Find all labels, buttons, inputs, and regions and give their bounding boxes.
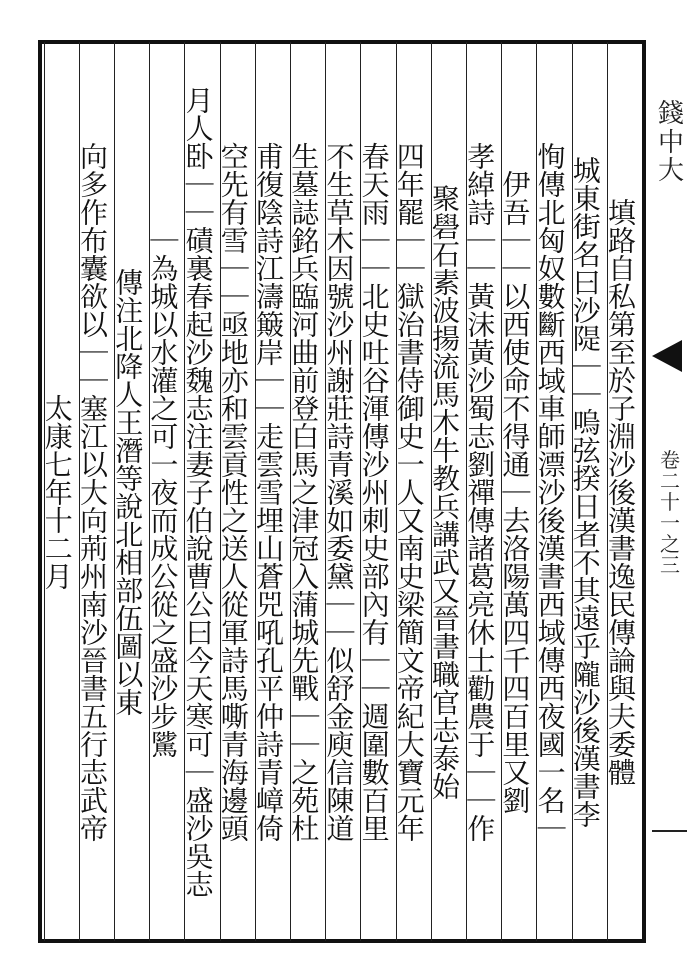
text-column: 伊吾｜｜以西使命不得通｜去洛陽萬四千四百里又劉 <box>498 170 532 814</box>
text-column: 空先有雪｜｜亟地亦和雲貢性之送人從軍詩馬嘶青海邊頭 <box>216 142 250 842</box>
column-divider <box>466 42 467 941</box>
text-column: 甫復陰詩江濤簸岸｜｜走雲雪埋山蒼兕吼孔平仲詩青嶂倚 <box>251 142 285 842</box>
column-divider <box>325 42 326 941</box>
column-divider <box>360 42 361 941</box>
column-divider <box>572 42 573 941</box>
text-column: 不生草木因號沙州謝莊詩青溪如委黛｜｜似舒金庾信陳道 <box>322 142 356 842</box>
column-divider <box>44 42 45 941</box>
volume-label: 卷二十一之三 <box>660 448 680 577</box>
text-column: ｜為城以水灌之可一夜而成公從之盛沙步騭 <box>146 226 180 758</box>
book-title-fragment: 錢中大 <box>657 99 684 187</box>
column-divider <box>184 42 185 941</box>
text-column: 太康七年十二月 <box>40 394 74 590</box>
text-column: 生墓誌銘兵臨河曲前登白馬之津冠入蒲城先戰｜｜之苑杜 <box>287 142 321 842</box>
column-divider <box>79 42 80 941</box>
text-column: 月人卧｜｜磧裏春起沙魏志注妻子伯說曹公曰今天寒可｜盛沙吳志 <box>181 86 215 898</box>
column-divider <box>396 42 397 941</box>
fishtail-mark <box>652 340 682 372</box>
text-column: 填路自私第至於子淵沙後漢書逸民傳論與夫委體 <box>603 198 637 786</box>
column-divider <box>536 42 537 941</box>
column-divider <box>114 42 115 941</box>
text-column: 聚礐石素波揚流馬木牛教兵講武又晉書職官志泰始 <box>427 184 461 800</box>
column-divider <box>290 42 291 941</box>
column-divider <box>149 42 150 941</box>
text-column: 恂傳北匈奴數斷西域車師漂沙後漢書西域傳西夜國一名｜ <box>533 142 567 842</box>
column-divider <box>501 42 502 941</box>
text-column: 孝綽詩｜｜黃沫黃沙蜀志劉禪傳諸葛亮休士勸農于｜｜作 <box>463 142 497 842</box>
margin-rule <box>652 830 687 832</box>
column-divider <box>255 42 256 941</box>
column-divider <box>220 42 221 941</box>
text-column: 春天雨｜｜北史吐谷渾傳沙州刺史部內有｜｜週圍數百里 <box>357 142 391 842</box>
column-divider <box>607 42 608 941</box>
page-margin-header <box>652 40 687 943</box>
text-column: 城東街名曰沙隄｜｜嗚弦揆日者不其遠乎隴沙後漢書李 <box>568 156 602 828</box>
text-column: 傳注北降人王潛等說北相部伍圖以東 <box>111 268 145 716</box>
text-column: 向多作布囊欲以｜｜塞江以大向荊州南沙晉書五行志武帝 <box>75 142 109 842</box>
text-column: 四年罷｜｜獄治書侍御史一人又南史梁簡文帝紀大寶元年 <box>392 142 426 842</box>
column-divider <box>431 42 432 941</box>
